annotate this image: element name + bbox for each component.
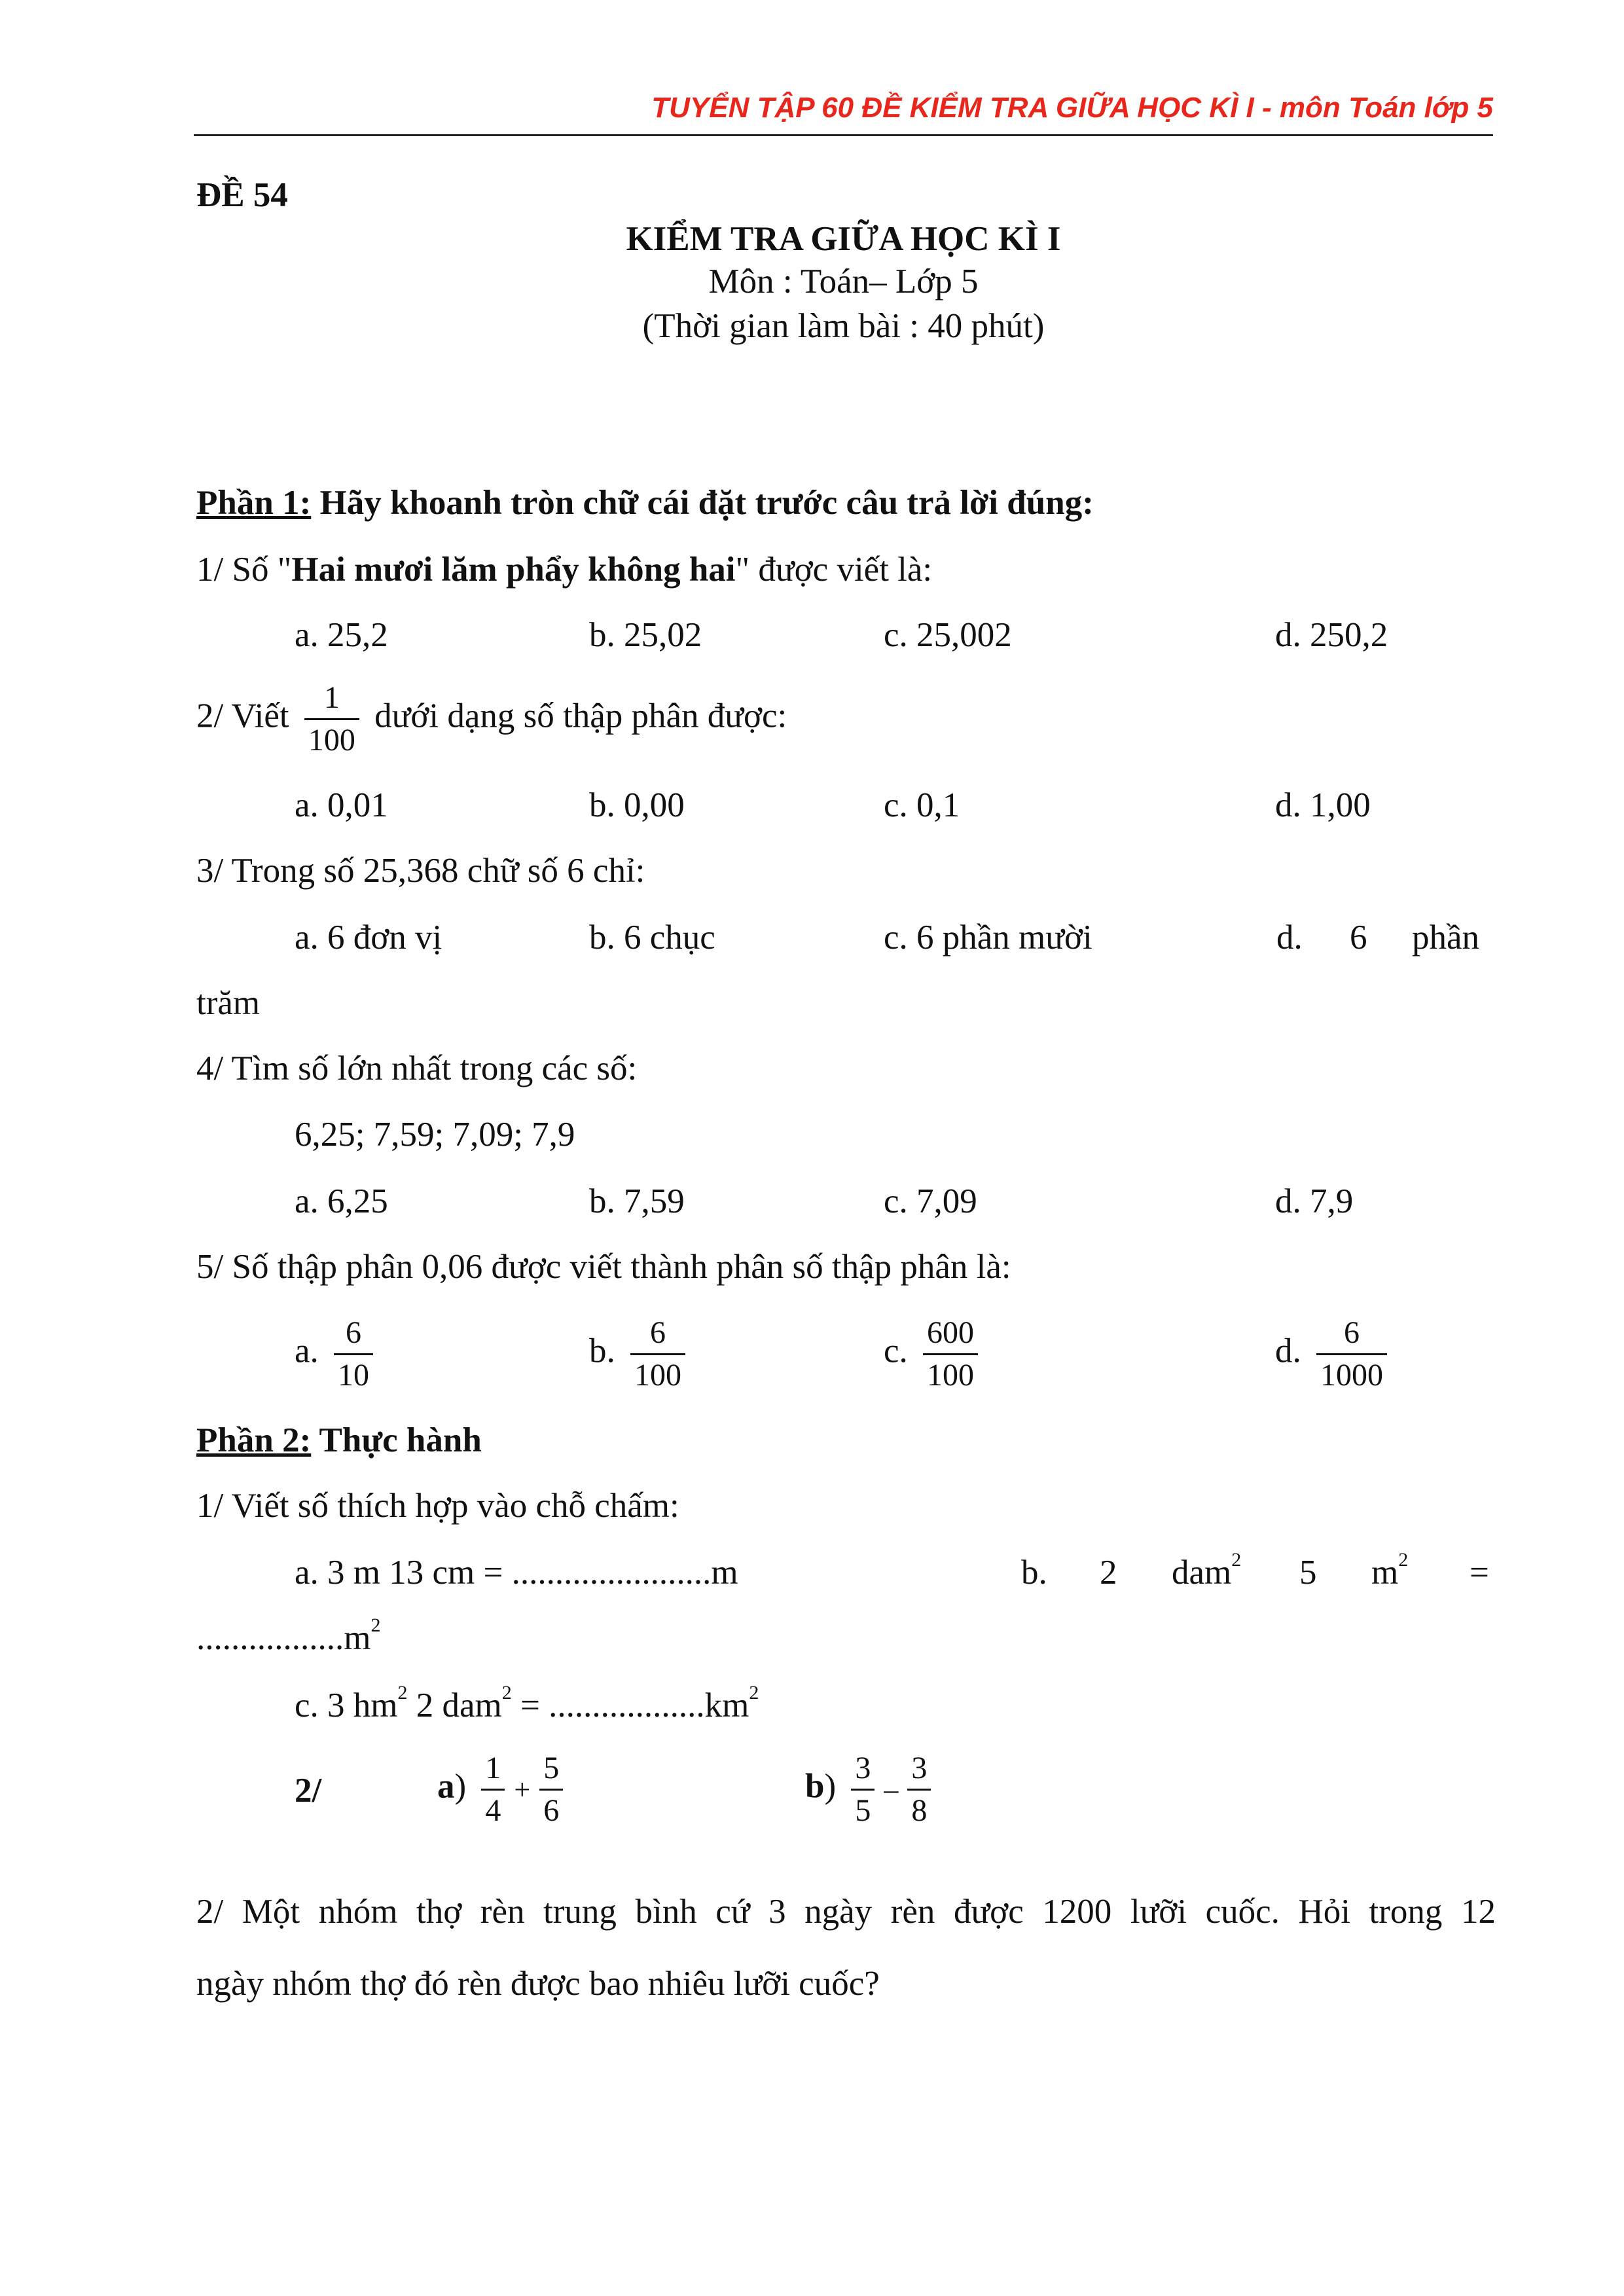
q1-option-c[interactable]: c. 25,002 [884, 616, 1012, 654]
q1-option-b[interactable]: b. 25,02 [589, 616, 702, 654]
q2-option-c[interactable]: c. 0,1 [884, 786, 960, 824]
fraction-denominator: 4 [485, 1793, 501, 1828]
plus-operator: + [514, 1773, 531, 1806]
fraction-numerator: 600 [923, 1313, 978, 1355]
part2-q2-a [437, 1748, 569, 1831]
q2-a-fraction-1 [481, 1748, 505, 1831]
exponent: 2 [370, 1614, 381, 1637]
part2-q2-number: 2/ [295, 1772, 322, 1810]
q2-a-paren: ) [454, 1767, 467, 1806]
part2-title: Thực hành [319, 1421, 482, 1459]
q1-option-a[interactable]: a. 25,2 [295, 616, 388, 654]
q2-suffix: dưới dạng số thập phân được: [374, 697, 787, 735]
q4-option-a[interactable]: a. 6,25 [295, 1182, 388, 1220]
part2-q1-b-unit2 [1371, 1549, 1409, 1592]
q5-option-b-letter: b. [589, 1332, 615, 1370]
q1-option-d[interactable]: d. 250,2 [1275, 616, 1388, 654]
q5-option-b-fraction [630, 1313, 685, 1396]
exam-duration: (Thời gian làm bài : 40 phút) [642, 307, 1045, 345]
part1-q2 [196, 678, 787, 761]
q2-prefix: 2/ Viết [196, 697, 289, 735]
q5-option-a-letter: a. [295, 1332, 319, 1370]
fraction-numerator: 1 [481, 1748, 505, 1791]
part2-label: Phần 2: [196, 1421, 312, 1459]
q3-option-d-digit[interactable]: 6 [1350, 919, 1367, 957]
fraction-numerator: 3 [851, 1748, 875, 1791]
q2-option-d[interactable]: d. 1,00 [1275, 786, 1371, 824]
fraction-denominator: 6 [543, 1793, 560, 1828]
q5-option-d-fraction [1316, 1313, 1387, 1396]
c-right: = ..................km [511, 1686, 749, 1724]
q2-fraction-numerator: 1 [304, 678, 359, 720]
answer-blank: .................m [196, 1619, 371, 1657]
q2-b-label: b [805, 1767, 825, 1806]
part2-q1-b-wrap [196, 1614, 381, 1658]
part1-q4: 4/ Tìm số lớn nhất trong các số: [196, 1049, 638, 1087]
part2-q3-line2: ngày nhóm thợ đó rèn được bao nhiêu lưỡi cuốc? [196, 1965, 880, 2003]
unit-m: m [1371, 1554, 1399, 1592]
q5-option-c[interactable] [884, 1313, 984, 1396]
q5-option-c-letter: c. [884, 1332, 908, 1370]
q4-numbers: 6,25; 7,59; 7,09; 7,9 [295, 1116, 575, 1154]
part2-q1-b-equals: = [1470, 1554, 1489, 1592]
part2-q1-a: a. 3 m 13 cm = .......................m [295, 1554, 738, 1592]
minus-operator: – [884, 1773, 899, 1806]
q5-option-d[interactable] [1275, 1313, 1394, 1396]
q1-emphasis: Hai mươi lăm phẩy không hai [291, 551, 736, 589]
header-rule [194, 134, 1493, 136]
fraction-numerator: 3 [907, 1748, 931, 1791]
q5-option-a[interactable] [295, 1313, 380, 1396]
q3-option-d-wrap: trăm [196, 984, 261, 1022]
exponent: 2 [1231, 1549, 1242, 1571]
q2-option-b[interactable]: b. 0,00 [589, 786, 685, 824]
q5-option-d-letter: d. [1275, 1332, 1301, 1370]
fraction-denominator: 5 [855, 1793, 871, 1828]
part2-q1-b-unit1 [1172, 1549, 1242, 1592]
part2-q2-b [805, 1748, 937, 1831]
part1-q1 [196, 550, 932, 589]
fraction-denominator: 8 [911, 1793, 928, 1828]
exponent: 2 [1398, 1549, 1409, 1571]
q4-option-b[interactable]: b. 7,59 [589, 1182, 685, 1220]
exponent: 2 [501, 1682, 512, 1704]
fraction-denominator: 100 [927, 1358, 975, 1393]
fraction-numerator: 6 [630, 1313, 685, 1355]
q5-option-c-fraction [923, 1313, 978, 1396]
part1-label: Phần 1: [196, 484, 312, 522]
q2-b-paren: ) [824, 1767, 837, 1806]
part1-q5: 5/ Số thập phân 0,06 được viết thành phân số thập phân là: [196, 1248, 1011, 1286]
part2-heading [196, 1421, 482, 1460]
q2-fraction-denominator: 100 [308, 723, 355, 757]
q1-prefix: 1/ Số " [196, 551, 292, 589]
q2-a-label: a [437, 1767, 455, 1806]
fraction-numerator: 6 [334, 1313, 373, 1355]
part2-q1-b-label: b. [1021, 1554, 1047, 1592]
c-left: c. 3 hm [295, 1686, 398, 1724]
q3-option-d-letter[interactable]: d. [1276, 919, 1303, 957]
q5-option-b[interactable] [589, 1313, 692, 1396]
q2-a-fraction-2 [539, 1748, 563, 1831]
unit-dam: dam [1172, 1554, 1232, 1592]
fraction-denominator: 100 [634, 1358, 681, 1393]
part2-q1-c [295, 1682, 759, 1725]
exponent: 2 [749, 1682, 759, 1704]
q3-option-d-word[interactable]: phần [1412, 919, 1480, 957]
exam-subject: Môn : Toán– Lớp 5 [708, 263, 979, 301]
part1-q3: 3/ Trong số 25,368 chữ số 6 chỉ: [196, 852, 645, 890]
q2-b-fraction-1 [851, 1748, 875, 1831]
part2-q1-b-num1: 2 [1100, 1554, 1117, 1592]
part2-q3-line1: 2/ Một nhóm thợ rèn trung bình cứ 3 ngày rèn được 1200 lưỡi cuốc. Hỏi trong 12 [196, 1893, 1496, 1931]
exam-title: KIỂM TRA GIỮA HỌC KÌ I [626, 220, 1061, 258]
fraction-numerator: 6 [1316, 1313, 1387, 1355]
q2-b-fraction-2 [907, 1748, 931, 1831]
fraction-numerator: 5 [539, 1748, 563, 1791]
part1-heading [196, 483, 1094, 522]
part2-q1: 1/ Viết số thích hợp vào chỗ chấm: [196, 1487, 679, 1525]
fraction-denominator: 10 [338, 1358, 370, 1393]
q3-option-c[interactable]: c. 6 phần mười [884, 919, 1092, 957]
q4-option-c[interactable]: c. 7,09 [884, 1182, 977, 1220]
q5-option-a-fraction [334, 1313, 373, 1396]
q3-option-b[interactable]: b. 6 chục [589, 919, 715, 957]
part2-q1-b-num2: 5 [1299, 1554, 1317, 1592]
part1-instruction: Hãy khoanh tròn chữ cái đặt trước câu trả lời đúng: [319, 484, 1094, 522]
exam-number: ĐỀ 54 [196, 176, 288, 214]
q2-option-a[interactable]: a. 0,01 [295, 786, 388, 824]
exponent: 2 [397, 1682, 408, 1704]
document-header-title: TUYỂN TẬP 60 ĐỀ KIỂM TRA GIỮA HỌC KÌ I - môn Toán lớp 5 [651, 92, 1493, 124]
c-mid: 2 dam [407, 1686, 502, 1724]
fraction-denominator: 1000 [1320, 1358, 1383, 1393]
q1-suffix: " được viết là: [735, 551, 933, 589]
q2-fraction [304, 678, 359, 761]
q3-option-a[interactable]: a. 6 đơn vị [295, 919, 442, 957]
q4-option-d[interactable]: d. 7,9 [1275, 1182, 1354, 1220]
